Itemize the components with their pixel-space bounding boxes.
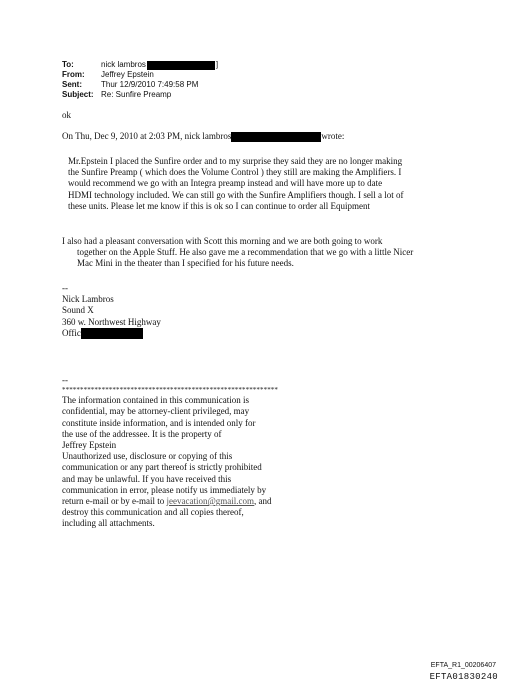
signature-company: Sound X — [62, 305, 94, 316]
paragraph-2 — [62, 236, 413, 270]
disclaimer-line: Jeffrey Epstein — [62, 440, 117, 451]
link-line-prefix: return e-mail or by e-mail to — [62, 496, 167, 507]
from-label: From: — [62, 70, 85, 79]
redaction-block — [81, 328, 143, 339]
signature-office: Offic — [62, 327, 81, 338]
link-line-suffix: , and — [253, 496, 272, 507]
disclaimer-line: The information contained in this communication is — [62, 395, 249, 406]
paragraph-line: these units. Please let me know if this is ok so I can continue to order all Equipment — [68, 200, 370, 211]
disclaimer-link-line — [62, 496, 278, 507]
disclaimer-line: constitute inside information, and is intended only for — [62, 417, 256, 428]
subject-value: Re: Sunfire Preamp — [101, 90, 172, 99]
paragraph-line: the Sunfire Preamp ( which does the Volume Control ) they still are making the Amplifiers. I — [68, 167, 402, 178]
from-row — [62, 70, 218, 80]
from-value: Jeffrey Epstein — [101, 70, 154, 79]
signature-address: 360 w. Northwest Highway — [62, 316, 161, 327]
disclaimer-line: including all attachments. — [62, 518, 155, 529]
email-link[interactable]: jeevacation@gmail.com — [166, 496, 254, 507]
sent-label: Sent: — [62, 80, 82, 89]
sent-value: Thur 12/9/2010 7:49:58 PM — [101, 80, 199, 89]
signature — [62, 283, 161, 339]
signature-name: Nick Lambros — [62, 294, 114, 305]
paragraph-line: Mr.Epstein I placed the Sunfire order and to my surprise they said they are no longer making — [68, 156, 403, 166]
quote-intro-prefix: On Thu, Dec 9, 2010 at 2:03 PM, nick lambros — [62, 131, 232, 141]
to-label: To: — [62, 60, 74, 69]
disclaimer-line: Unauthorized use, disclosure or copying of this — [62, 451, 233, 462]
paragraph-line: would recommend we go with an Integra preamp instead and will have more up to date — [68, 178, 383, 189]
bates-number-large: EFTA01830240 — [429, 672, 498, 682]
to-value: nick lambros — [101, 60, 146, 69]
subject-row — [62, 90, 218, 100]
paragraph-line: HDMI technology included. We can still go with the Sunfire Amplifiers though. I sell a lot of — [68, 189, 404, 200]
reply-text: ok — [62, 110, 71, 120]
disclaimer-line: and may be unlawful. If you have received this — [62, 473, 232, 484]
redaction-block — [147, 61, 215, 70]
to-row — [62, 60, 218, 70]
paragraph-1 — [68, 156, 404, 212]
subject-label: Subject: — [62, 90, 94, 99]
disclaimer-line: confidential, may be attorney-client privileged, may — [62, 406, 250, 417]
disclaimer-line: communication in error, please notify us immediately by — [62, 484, 267, 495]
bates-number-small: EFTA_R1_00206407 — [430, 662, 496, 669]
quote-intro — [62, 131, 344, 142]
disclaimer-dashes: -- — [62, 375, 68, 385]
disclaimer-line: communication or any part thereof is strictly prohibited — [62, 462, 262, 473]
disclaimer-stars: ************************************************************ — [62, 386, 278, 395]
disclaimer-line: the use of the addressee. It is the property of — [62, 428, 222, 439]
quote-intro-suffix: wrote: — [321, 131, 345, 141]
redaction-block — [231, 132, 321, 142]
disclaimer — [62, 375, 278, 530]
signature-office-row — [62, 328, 161, 339]
paragraph-line: together on the Apple Stuff. He also gave me a recommendation that we go with a little Nicer — [77, 247, 414, 258]
email-header — [62, 60, 218, 100]
disclaimer-line: destroy this communication and all copies thereof, — [62, 507, 244, 518]
sent-row — [62, 80, 218, 90]
paragraph-line: Mac Mini in the theater than I specified for his future needs. — [77, 258, 294, 269]
paragraph-line: I also had a pleasant conversation with Scott this morning and we are both going to work — [62, 236, 383, 246]
to-bracket: ] — [215, 60, 219, 69]
signature-dashes: -- — [62, 283, 68, 293]
